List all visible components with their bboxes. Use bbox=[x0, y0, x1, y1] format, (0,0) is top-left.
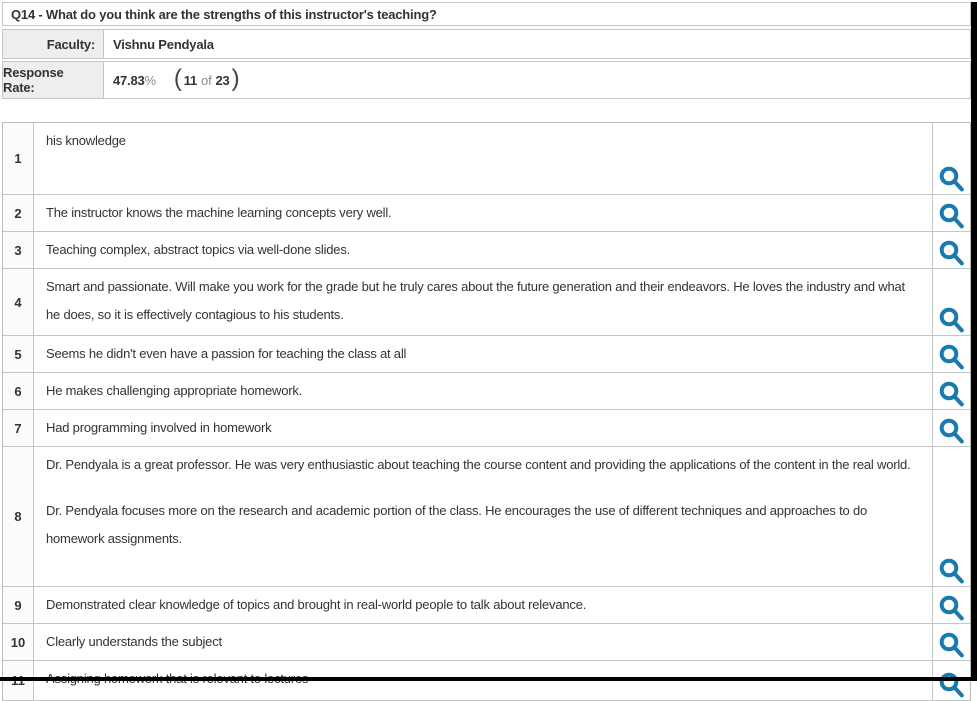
of-label: of bbox=[201, 72, 212, 88]
response-number: 3 bbox=[3, 232, 34, 268]
faculty-label: Faculty: bbox=[3, 30, 104, 58]
survey-report-page bbox=[2, 2, 971, 701]
response-number: 9 bbox=[3, 587, 34, 623]
response-number: 6 bbox=[3, 373, 34, 409]
faculty-value: Vishnu Pendyala bbox=[113, 36, 214, 52]
response-text-cell bbox=[34, 410, 933, 446]
response-number: 5 bbox=[3, 336, 34, 372]
response-number: 1 bbox=[3, 123, 34, 194]
response-paragraph: Clearly understands the subject bbox=[46, 634, 222, 649]
response-text-cell bbox=[34, 373, 933, 409]
response-number: 7 bbox=[3, 410, 34, 446]
response-zoom-cell[interactable] bbox=[933, 410, 970, 446]
response-zoom-cell[interactable] bbox=[933, 587, 970, 623]
magnifier-icon[interactable] bbox=[938, 344, 965, 371]
response-text-cell bbox=[34, 447, 933, 586]
response-zoom-cell[interactable] bbox=[933, 624, 970, 660]
magnifier-icon[interactable] bbox=[938, 381, 965, 408]
magnifier-icon[interactable] bbox=[938, 307, 965, 334]
response-zoom-cell[interactable] bbox=[933, 269, 970, 335]
response-zoom-cell[interactable] bbox=[933, 232, 970, 268]
response-row bbox=[3, 336, 970, 373]
magnifier-icon[interactable] bbox=[938, 595, 965, 622]
response-zoom-cell[interactable] bbox=[933, 195, 970, 231]
magnifier-icon[interactable] bbox=[938, 166, 965, 193]
screen-edge-bottom bbox=[0, 677, 977, 681]
response-row bbox=[3, 195, 970, 232]
response-text-cell bbox=[34, 123, 933, 194]
responses-table bbox=[2, 122, 971, 701]
magnifier-icon[interactable] bbox=[938, 418, 965, 445]
response-row bbox=[3, 232, 970, 269]
response-text-cell bbox=[34, 232, 933, 268]
magnifier-icon[interactable] bbox=[938, 240, 965, 267]
open-paren: ( bbox=[173, 65, 182, 92]
response-zoom-cell[interactable] bbox=[933, 336, 970, 372]
response-text-cell bbox=[34, 624, 933, 660]
response-row bbox=[3, 123, 970, 195]
response-row bbox=[3, 447, 970, 587]
response-paragraph: The instructor knows the machine learning concepts very well. bbox=[46, 205, 392, 220]
magnifier-icon[interactable] bbox=[938, 558, 965, 585]
faculty-row bbox=[2, 29, 971, 59]
response-row bbox=[3, 373, 970, 410]
response-number: 10 bbox=[3, 624, 34, 660]
response-rate-percent: 47.83 bbox=[113, 72, 145, 88]
response-number: 4 bbox=[3, 269, 34, 335]
response-paragraph: his knowledge bbox=[46, 133, 126, 148]
response-paragraph: Seems he didn't even have a passion for teaching the class at all bbox=[46, 346, 407, 361]
response-text-cell bbox=[34, 587, 933, 623]
percent-sign: % bbox=[144, 72, 156, 88]
response-paragraph: Had programming involved in homework bbox=[46, 420, 272, 435]
magnifier-icon[interactable] bbox=[938, 632, 965, 659]
response-paragraph: Teaching complex, abstract topics via well-done slides. bbox=[46, 242, 351, 257]
response-number: 8 bbox=[3, 447, 34, 586]
response-row bbox=[3, 269, 970, 336]
question-title: Q14 - What do you think are the strengths of this instructor's teaching? bbox=[2, 2, 971, 26]
screen-edge-right bbox=[971, 2, 977, 681]
response-rate-row bbox=[2, 61, 971, 99]
close-paren: ) bbox=[231, 65, 240, 92]
magnifier-icon[interactable] bbox=[938, 203, 965, 230]
response-zoom-cell[interactable] bbox=[933, 123, 970, 194]
response-paragraph: Dr. Pendyala focuses more on the research and academic portion of the class. He encourages the use of different techniques and approaches to do homework assignments. bbox=[46, 503, 868, 546]
response-row bbox=[3, 410, 970, 447]
response-text-cell bbox=[34, 336, 933, 372]
response-text-cell bbox=[34, 195, 933, 231]
total-count: 23 bbox=[215, 72, 230, 88]
response-row bbox=[3, 587, 970, 624]
response-paragraph: Smart and passionate. Will make you work for the grade but he truly cares about the future generation and their endeavors. He loves the industry and what he does, so it is effectively contagious to his students. bbox=[46, 279, 905, 322]
response-rate-label: Response Rate: bbox=[3, 62, 104, 98]
response-paragraph: Demonstrated clear knowledge of topics and brought in real-world people to talk about relevance. bbox=[46, 597, 587, 612]
response-zoom-cell[interactable] bbox=[933, 373, 970, 409]
response-zoom-cell[interactable] bbox=[933, 447, 970, 586]
response-rate-value bbox=[104, 62, 241, 98]
response-text-cell bbox=[34, 269, 933, 335]
responded-count: 11 bbox=[183, 72, 198, 88]
response-row bbox=[3, 624, 970, 661]
response-paragraph: He makes challenging appropriate homework. bbox=[46, 383, 303, 398]
response-row bbox=[3, 661, 970, 701]
response-number: 2 bbox=[3, 195, 34, 231]
response-paragraph: Dr. Pendyala is a great professor. He was very enthusiastic about teaching the course content and providing the applications of the content in the real world. bbox=[46, 457, 911, 472]
